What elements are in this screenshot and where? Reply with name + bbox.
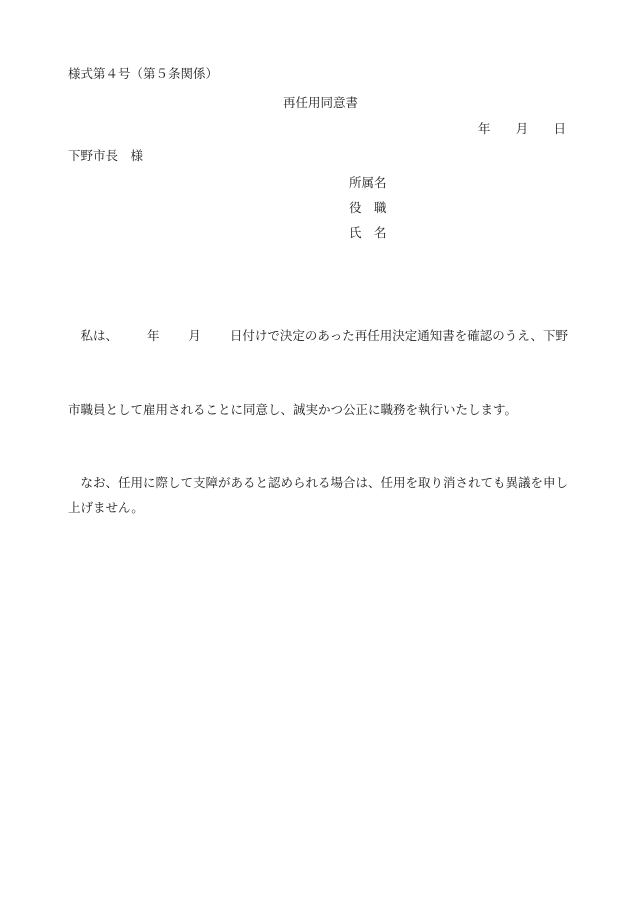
consent-paragraph-1-line-1 xyxy=(68,324,568,349)
consent-paragraph-1-line-2: 市職員として雇用されることに同意し、誠実かつ公正に職務を執行いたします。 xyxy=(68,401,518,417)
name-label: 氏 名 xyxy=(349,225,387,240)
consent-paragraph-2: なお、任用に際して支障があると認められる場合は、任用を取り消されても異議を申し上げません。 xyxy=(68,475,569,515)
affiliation-label: 所属名 xyxy=(349,175,387,190)
date-day-label: 日 xyxy=(553,121,566,136)
date-line xyxy=(478,123,566,136)
date-month-label: 月 xyxy=(515,121,529,136)
consent-day-text: 日付けで決定のあった再任用決定通知書を確認のうえ、下野 xyxy=(229,328,568,343)
consent-body xyxy=(68,275,568,520)
consent-paragraph-1 xyxy=(68,275,568,471)
consent-intro: 私は、 xyxy=(68,328,119,343)
consent-month-label: 月 xyxy=(188,328,201,343)
addressee: 下野市長 様 xyxy=(68,148,144,163)
document-title: 再任用同意書 xyxy=(283,95,359,110)
position-label: 役 職 xyxy=(349,200,387,215)
date-year-label: 年 xyxy=(478,121,491,136)
consent-year-label: 年 xyxy=(146,328,160,343)
form-number: 様式第４号（第５条関係） xyxy=(68,66,219,81)
